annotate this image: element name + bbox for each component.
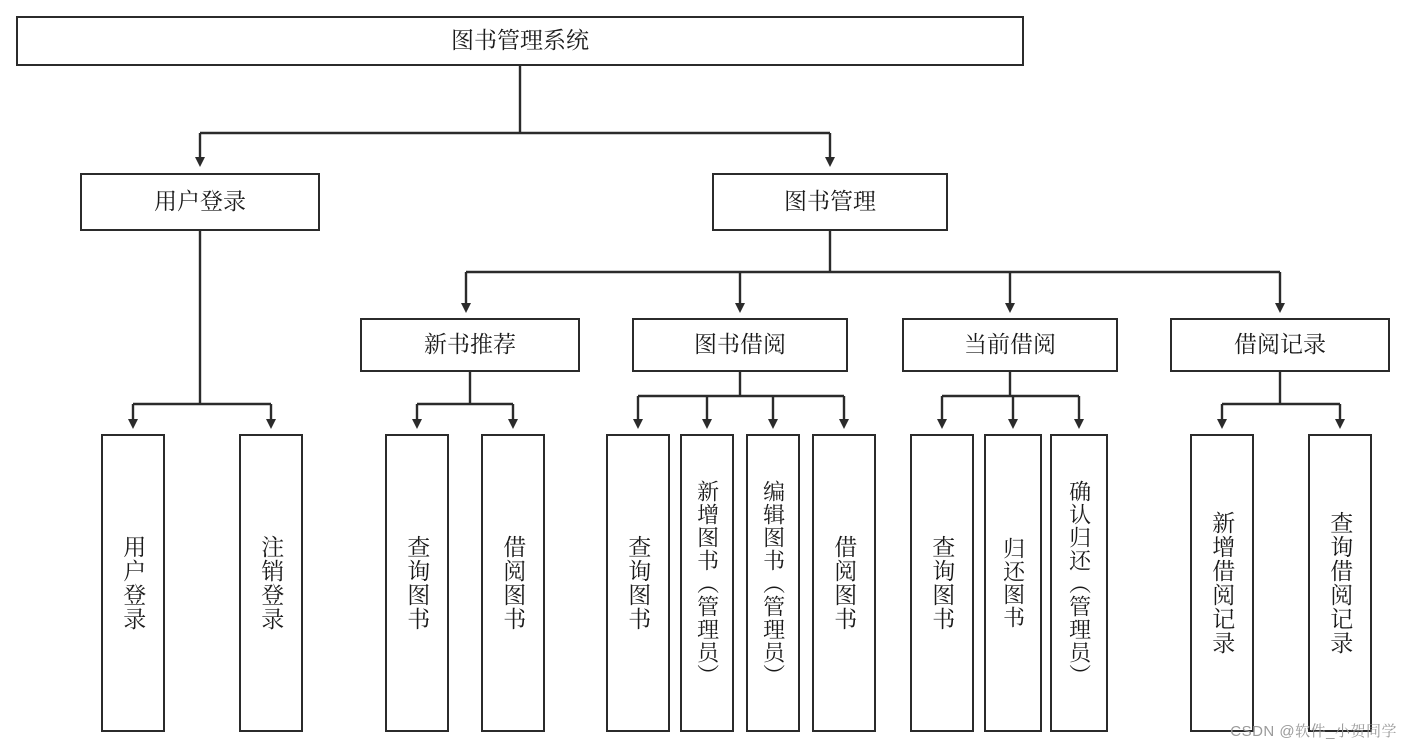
leaf-borrow-book-new: 借阅图书 bbox=[481, 434, 545, 732]
node-user-login: 用户登录 bbox=[80, 173, 320, 231]
leaf-query-book-borrow: 查询图书 bbox=[606, 434, 670, 732]
node-root: 图书管理系统 bbox=[16, 16, 1024, 66]
node-borrow-record: 借阅记录 bbox=[1170, 318, 1390, 372]
leaf-query-book-current: 查询图书 bbox=[910, 434, 974, 732]
leaf-edit-book-admin: 编辑图书（管理员） bbox=[746, 434, 800, 732]
leaf-logout: 注销登录 bbox=[239, 434, 303, 732]
watermark: CSDN @软件_小贺同学 bbox=[1230, 723, 1397, 740]
node-new-book-recommend: 新书推荐 bbox=[360, 318, 580, 372]
leaf-confirm-return-admin: 确认归还（管理员） bbox=[1050, 434, 1108, 732]
node-current-borrow: 当前借阅 bbox=[902, 318, 1118, 372]
leaf-query-book-new: 查询图书 bbox=[385, 434, 449, 732]
leaf-add-borrow-record: 新增借阅记录 bbox=[1190, 434, 1254, 732]
node-book-management: 图书管理 bbox=[712, 173, 948, 231]
node-book-borrow: 图书借阅 bbox=[632, 318, 848, 372]
leaf-add-book-admin: 新增图书（管理员） bbox=[680, 434, 734, 732]
leaf-borrow-book: 借阅图书 bbox=[812, 434, 876, 732]
leaf-return-book: 归还图书 bbox=[984, 434, 1042, 732]
leaf-user-login: 用户登录 bbox=[101, 434, 165, 732]
leaf-query-borrow-record: 查询借阅记录 bbox=[1308, 434, 1372, 732]
